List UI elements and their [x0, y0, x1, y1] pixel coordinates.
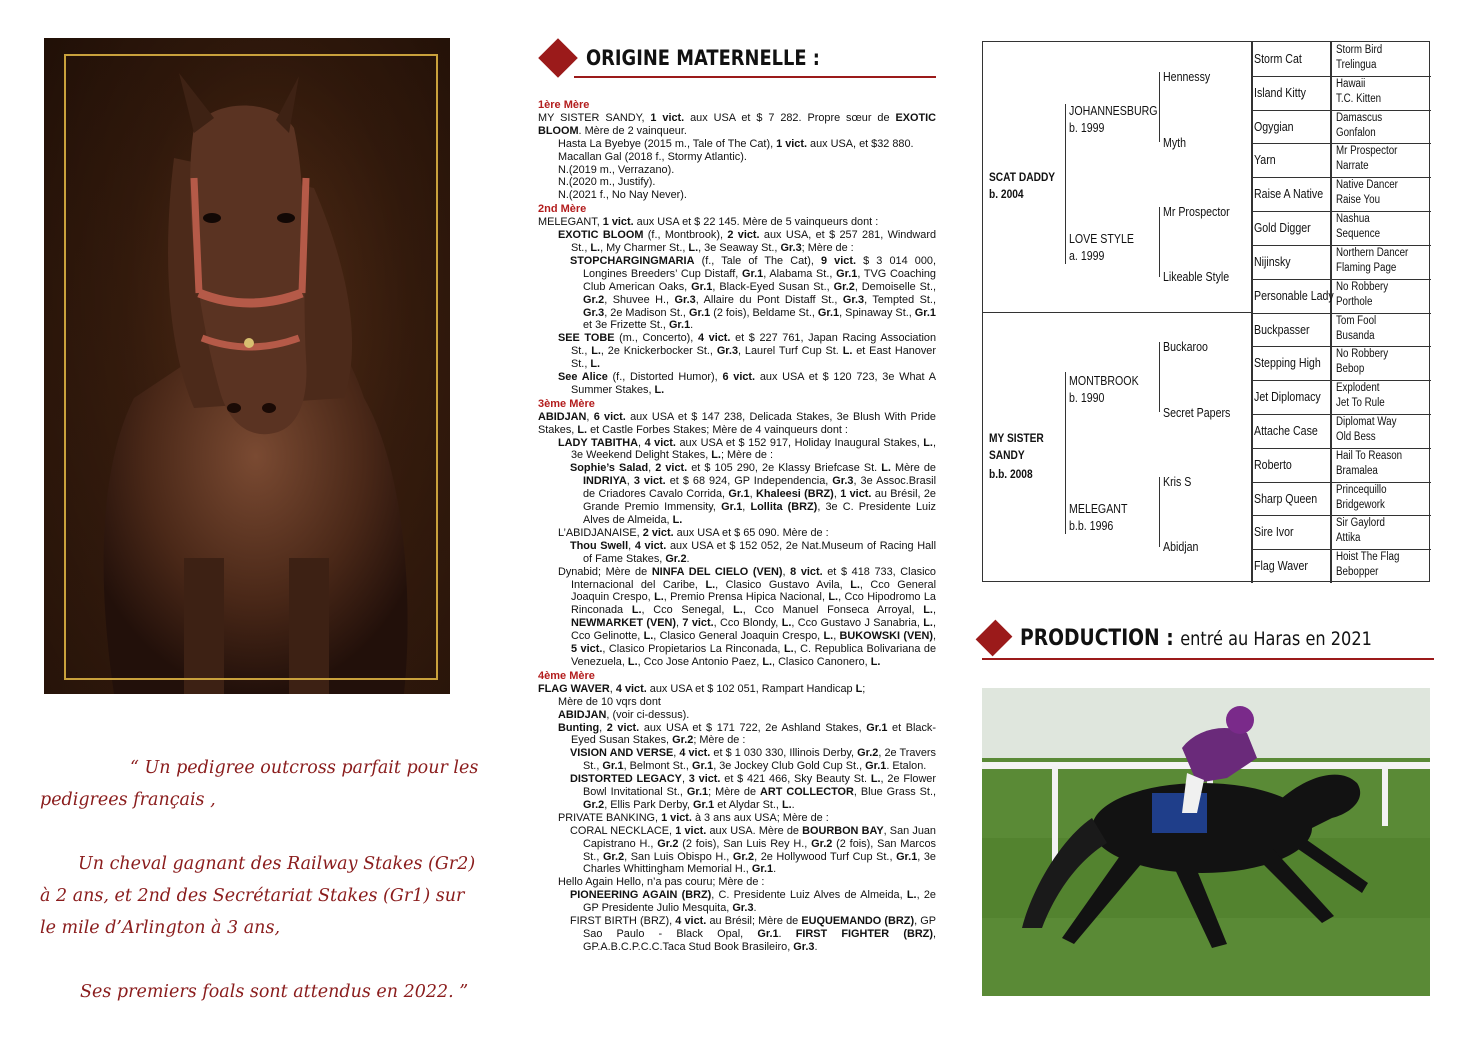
g5-name: Trelingua — [1336, 59, 1377, 71]
pedigree-divider — [1251, 143, 1431, 144]
pedigree-line: MY SISTER SANDY, 1 vict. aux USA et $ 7 282. Propre sœur de EXOTIC BLOOM. Mère de 2 vainqueur. — [538, 111, 936, 137]
g4-name: Buckpasser — [1254, 323, 1310, 337]
pedigree-divider — [1251, 313, 1431, 314]
g5-name: Gonfalon — [1336, 127, 1376, 139]
pedigree-divider — [1251, 346, 1431, 347]
pedigree-divider — [1251, 76, 1431, 77]
pedigree-divider — [1251, 110, 1431, 111]
g5-name: Narrate — [1336, 160, 1369, 172]
origine-header — [544, 44, 936, 78]
g3-name: Myth — [1163, 136, 1187, 150]
pedigree-line: Bunting, 2 vict. aux USA et $ 171 722, 2e Ashland Stakes, Gr.1 et Black-Eyed Susan Stakes, Gr.2; Mère de : — [558, 721, 936, 747]
g3-name: Kris S — [1163, 475, 1192, 489]
g5-name: Storm Bird — [1336, 44, 1383, 56]
production-header — [982, 624, 1434, 660]
g5-name: No Robbery — [1336, 348, 1389, 360]
divider — [982, 658, 1434, 660]
g4-name: Stepping High — [1254, 356, 1321, 370]
g4-name: Flag Waver — [1254, 559, 1308, 573]
pedigree-bracket — [1159, 477, 1160, 547]
pedigree-line: Dynabid; Mère de NINFA DEL CIELO (VEN), 8 vict. et $ 418 733, Clasico Internacional del Caribe, L., Clasico Gustavo Avila, L., Cco General Joaquin Crespo, L., Premio Prensa Hipica Nacional, L., Cco Hipodromo La Rinconada L., Cco Senegal, L., Cco Manuel Fonseca Arroyal, L., NEWMARKET (VEN), 7 vict., Cco Blondy, L., Cco Gustavo J Sanabria, L., Cco Gelinotte, L., Clasico General Joaquin Crespo, L., BUKOWSKI (VEN), 5 vict., Clasico Propietarios La Rinconada, L., C. Republica Bolivariana de Venezuela, L., Cco Jose Antonio Paez, L., Clasico Canonero, L. — [558, 565, 937, 668]
g3-name: Buckaroo — [1163, 340, 1208, 354]
pedigree-line: ABIDJAN, 6 vict. aux USA et $ 147 238, Delicada Stakes, 3e Blush With Pride Stakes, L. et Castle Forbes Stakes; Mère de 4 vainqueurs dont : — [538, 410, 936, 436]
g5-name: T.C. Kitten — [1336, 93, 1382, 105]
pedigree-line: L’ABIDJANAISE, 2 vict. aux USA et $ 65 090. Mère de : — [558, 526, 829, 539]
divider — [574, 76, 936, 78]
g4-name: Attache Case — [1254, 424, 1318, 438]
origine-title: ORIGINE MATERNELLE : — [586, 46, 820, 70]
pedigree-bracket — [1065, 372, 1066, 534]
pedigree-line: FLAG WAVER, 4 vict. aux USA et $ 102 051, Rampart Handicap L; — [538, 682, 866, 695]
pedigree-line: Sophie’s Salad, 2 vict. et $ 105 290, 2e Klassy Briefcase St. L. Mère de INDRIYA, 3 vict. et $ 68 924, GP Independencia, Gr.3, 3e Assoc.Brasil de Criadores Cavalo Corrida, Gr.1, Khaleesi (BRZ), 1 vict. au Brésil, 2e Grande Premio Immensity, Gr.1, Lollita (BRZ), 3e C. Presidente Luiz Alves de Almeida, L. — [570, 462, 936, 526]
g5-name: No Robbery — [1336, 281, 1389, 293]
g4-name: Ogygian — [1254, 120, 1294, 134]
g5-name: Old Bess — [1336, 431, 1376, 443]
g4-name: Roberto — [1254, 458, 1292, 472]
g5-name: Diplomat Way — [1336, 416, 1397, 428]
g5-name: Hail To Reason — [1336, 450, 1403, 462]
g3-name: Mr Prospector — [1163, 205, 1230, 219]
pedigree-line: PIONEERING AGAIN (BRZ), C. Presidente Luiz Alves de Almeida, L., 2e GP Presidente Julio Mesquita, Gr.3. — [570, 889, 936, 915]
g5-name: Bebopper — [1336, 566, 1379, 578]
g5-name: Busanda — [1336, 330, 1375, 342]
g5-name: Porthole — [1336, 296, 1373, 308]
g5-name: Tom Fool — [1336, 315, 1377, 327]
g4-name: Island Kitty — [1254, 86, 1306, 100]
mere-label: 1ère Mère — [538, 99, 590, 111]
g5-name: Bramalea — [1336, 465, 1378, 477]
pedigree-bracket — [1159, 342, 1160, 412]
pedigree-line: N.(2019 m., Verrazano). — [558, 163, 675, 176]
g5-name: Damascus — [1336, 112, 1383, 124]
g4-name: Raise A Native — [1254, 187, 1324, 201]
pedigree-line: SEE TOBE (m., Concerto), 4 vict. et $ 227 761, Japan Racing Association St., L., 2e Knickerbocker St., Gr.3, Laurel Turf Cup St. L. et East Hanover St., L. — [558, 332, 937, 371]
g5-name: Flaming Page — [1336, 262, 1397, 274]
g5-name: Attika — [1336, 532, 1361, 544]
pedigree-bracket — [1065, 104, 1066, 264]
quote-line: Ses premiers foals sont attendus en 2022. ” — [80, 982, 469, 1002]
g2-name: JOHANNESBURG — [1069, 104, 1158, 118]
mere-label: 2nd Mère — [538, 203, 587, 216]
quote-line: “ Un pedigree outcross parfait pour les pedigrees français , — [40, 758, 479, 810]
race-photo — [982, 688, 1430, 996]
g2-name: MELEGANT — [1069, 502, 1128, 516]
g4-name: Jet Diplomacy — [1254, 390, 1321, 404]
pedigree-divider — [1251, 482, 1431, 483]
pedigree-line: PRIVATE BANKING, 1 vict. à 3 ans aux USA; Mère de : — [558, 811, 829, 824]
pedigree-line: VISION AND VERSE, 4 vict. et $ 1 030 330, Illinois Derby, Gr.2, 2e Travers St., Gr.1, Belmont St., Gr.1, 3e Jockey Club Gold Cup St., Gr.1. Etalon. — [570, 747, 936, 773]
g4-name: Personable Lady — [1254, 289, 1334, 303]
pedigree-line: Hasta La Byebye (2015 m., Tale of The Cat), 1 vict. aux USA, et $32 880. — [558, 137, 914, 150]
g5-name: Bridgework — [1336, 499, 1385, 511]
g5-name: Jet To Rule — [1336, 397, 1385, 409]
g5-name: Sir Gaylord — [1336, 517, 1385, 529]
g3-name: Hennessy — [1163, 70, 1211, 84]
diamond-icon — [538, 38, 578, 78]
pedigree-divider — [1251, 177, 1431, 178]
racing-horse-illustration — [982, 688, 1430, 996]
g2-info: a. 1999 — [1069, 249, 1105, 263]
production-subtitle: entré au Haras en 2021 — [1180, 627, 1372, 650]
diamond-icon — [976, 620, 1013, 657]
g4-name: Gold Digger — [1254, 221, 1311, 235]
pedigree-divider — [1251, 414, 1431, 415]
g4-name: Sire Ivor — [1254, 525, 1294, 539]
pedigree-line: N.(2021 f., No Nay Never). — [558, 189, 687, 202]
mere-label: 4ème Mère — [538, 669, 595, 682]
g3-name: Secret Papers — [1163, 406, 1231, 420]
g4-name: Storm Cat — [1254, 52, 1302, 66]
g3-name: Abidjan — [1163, 540, 1199, 554]
mere-label: 3ème Mère — [538, 397, 595, 410]
gold-frame — [64, 54, 438, 680]
g3-name: Likeable Style — [1163, 270, 1230, 284]
dam-name: MY SISTER SANDY — [989, 431, 1044, 462]
pedigree-divider — [983, 312, 1251, 314]
pedigree-bracket — [1159, 72, 1160, 142]
g5-name: Northern Dancer — [1336, 247, 1409, 259]
quote-line: Un cheval gagnant des Railway Stakes (Gr2) à 2 ans, et 2nd des Secrétariat Stakes (Gr1) sur le mile d’Arlington à 3 ans, — [40, 854, 476, 938]
g5-name: Bebop — [1336, 363, 1365, 375]
horse-portrait-photo — [44, 38, 450, 694]
pedigree-divider — [1251, 448, 1431, 449]
pedigree-line: LADY TABITHA, 4 vict. aux USA et $ 152 917, Holiday Inaugural Stakes, L., 3e Weekend Delight Stakes, L.; Mère de : — [558, 436, 936, 462]
production-title: PRODUCTION : — [1020, 625, 1174, 651]
g5-name: Explodent — [1336, 382, 1380, 394]
g5-name: Princequillo — [1336, 484, 1387, 496]
pedigree-line: DISTORTED LEGACY, 3 vict. et $ 421 466, Sky Beauty St. L., 2e Flower Bowl Invitational St., Gr.1; Mère de ART COLLECTOR, Blue Grass St., Gr.2, Ellis Park Derby, Gr.1 et Alydar St., L.. — [570, 773, 937, 811]
g2-name: MONTBROOK — [1069, 374, 1139, 388]
pedigree-table — [982, 41, 1430, 582]
pedigree-line: MELEGANT, 1 vict. aux USA et $ 22 145. Mère de 5 vainqueurs dont : — [538, 216, 879, 229]
pedigree-line: N.(2020 m., Justify). — [558, 176, 656, 189]
g5-name: Mr Prospector — [1336, 145, 1398, 157]
pedigree-line: See Alice (f., Distorted Humor), 6 vict. aux USA et $ 120 723, 3e What A Summer Stakes, L. — [558, 371, 937, 396]
g5-name: Hoist The Flag — [1336, 551, 1400, 563]
pedigree-line: Macallan Gal (2018 f., Stormy Atlantic). — [558, 150, 747, 163]
sire-name: SCAT DADDY — [989, 170, 1056, 184]
g5-name: Nashua — [1336, 213, 1370, 225]
g4-name: Yarn — [1254, 153, 1276, 167]
g4-name: Sharp Queen — [1254, 492, 1318, 506]
pedigree-bracket — [1159, 207, 1160, 277]
pedigree-divider — [1251, 549, 1431, 550]
pedigree-divider — [1251, 380, 1431, 381]
g2-info: b. 1999 — [1069, 121, 1105, 135]
pedigree-line: FIRST BIRTH (BRZ), 4 vict. au Brésil; Mère de EUQUEMANDO (BRZ), GP Sao Paulo - Black Opal, Gr.1. FIRST FIGHTER (BRZ), GP.A.B.C.P.C.C.Taca Stud Book Brasileiro, Gr.3. — [570, 915, 936, 953]
g5-name: Native Dancer — [1336, 179, 1398, 191]
pedigree-line: Hello Again Hello, n’a pas couru; Mère de : — [558, 876, 765, 889]
sire-info: b. 2004 — [989, 187, 1024, 201]
pedigree-line: ABIDJAN, (voir ci-dessus). — [558, 708, 690, 721]
pedigree-divider — [1251, 279, 1431, 280]
g2-info: b. 1990 — [1069, 391, 1105, 405]
pedigree-divider — [1251, 245, 1431, 246]
dam-info: b.b. 2008 — [989, 467, 1033, 481]
origine-text — [538, 98, 936, 954]
g4-name: Nijinsky — [1254, 255, 1291, 269]
g5-name: Raise You — [1336, 194, 1381, 206]
g2-name: LOVE STYLE — [1069, 232, 1134, 246]
quote-block — [40, 752, 485, 1008]
pedigree-line: Thou Swell, 4 vict. aux USA et $ 152 052, 2e Nat.Museum of Racing Hall of Fame Stakes, Gr.2. — [570, 539, 937, 565]
pedigree-divider — [1251, 515, 1431, 516]
g2-info: b.b. 1996 — [1069, 519, 1114, 533]
pedigree-line: EXOTIC BLOOM (f., Montbrook), 2 vict. aux USA, et $ 257 281, Windward St., L., My Charmer St., L., 3e Seaway St., Gr.3; Mère de : — [558, 229, 936, 254]
g5-name: Sequence — [1336, 228, 1381, 240]
pedigree-divider — [1251, 211, 1431, 212]
g5-name: Hawaii — [1336, 78, 1366, 90]
pedigree-line: Mère de 10 vqrs dont — [558, 695, 661, 708]
pedigree-line: STOPCHARGINGMARIA (f., Tale of The Cat), 9 vict. $ 3 014 000, Longines Breeders’ Cup Distaff, Gr.1, Alabama St., Gr.1, TVG Coaching Club American Oaks, Gr.1, Black-Eyed Susan St., Gr.2, Demoiselle St., Gr.2, Shuvee H., Gr.3, Allaire du Pont Distaff St., Gr.3, Tempted St., Gr.3, 2e Madison St., Gr.1 (2 fois), Beldame St., Gr.1, Spinaway St., Gr.1 et 3e Frizette St., Gr.1. — [570, 254, 936, 332]
pedigree-line: CORAL NECKLACE, 1 vict. aux USA. Mère de BOURBON BAY, San Juan Capistrano H., Gr.2 (2 fois), San Luis Rey H., Gr.2 (2 fois), San Marcos St., Gr.2, San Luis Obispo H., Gr.2, 2e Hollywood Turf Cup St., Gr.1, 3e Charles Whittingham Memorial H., Gr.1. — [570, 824, 937, 876]
